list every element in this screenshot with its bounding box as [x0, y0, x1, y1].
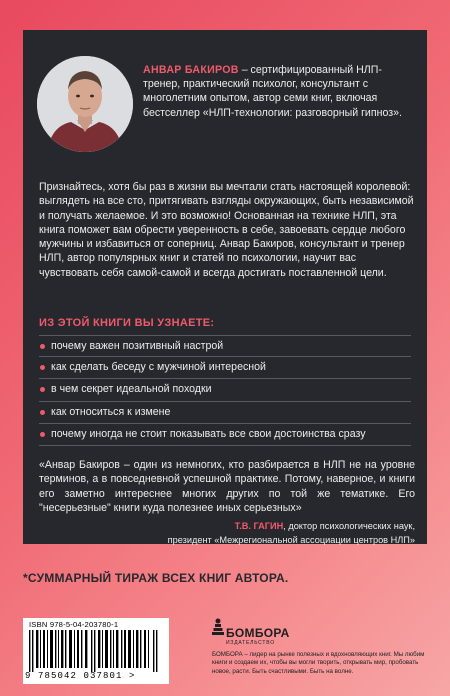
reviewer-name: Т.В. ГАГИН — [234, 521, 284, 531]
author-bio-text: – сертифицированный НЛП-тренер, практический психолог, консультант с многолетним опытом, автор семи книг, включая бестселлер «НЛП-технологии: разговорный гипноз». — [143, 64, 402, 119]
publisher-slogan: БОМБОРА – лидер на рынке полезных и вдохновляющих книг. Мы любим книги и создаем их, чтобы вы могли творить, открывать мир, пробовать новое, расти. Быть счастливыми. Быть на волне. — [212, 651, 425, 675]
barcode-digits: 9 785042 037801 > — [25, 671, 136, 681]
reviewer-affiliation: президент «Межрегиональной ассоциации центров НЛП» — [167, 534, 415, 545]
testimonial-quote: «Анвар Бакиров – один из немногих, кто разбирается в НЛП не на уровне терминов, а в повседневной успешной практике. Потому, наверное, и книги его заметно интереснее многих других по той же тематике. Его "несерьезные" книги куда полезнее иных серьезных» — [39, 459, 415, 514]
author-photo — [37, 56, 133, 152]
print-run-footnote: *СУММАРНЫЙ ТИРАЖ ВСЕХ КНИГ АВТОРА. — [23, 571, 289, 585]
bullet-dot-icon — [40, 365, 45, 370]
back-cover-panel — [23, 30, 427, 544]
bombora-logo-icon — [212, 618, 224, 636]
author-bio — [143, 63, 415, 120]
barcode — [23, 618, 169, 684]
list-item: как относиться к измене — [39, 402, 411, 424]
publisher-name: БОМБОРА — [226, 626, 290, 640]
bullet-dot-icon — [40, 387, 45, 392]
learn-heading: ИЗ ЭТОЙ КНИГИ ВЫ УЗНАЕТЕ: — [39, 317, 215, 329]
list-item: почему важен позитивный настрой — [39, 335, 411, 357]
barcode-bars-icon — [29, 630, 163, 672]
publisher-subtitle: ИЗДАТЕЛЬСТВО — [226, 640, 275, 646]
isbn-label: ISBN 978-5-04-203780-1 — [29, 620, 119, 629]
reviewer-title: , доктор психологических наук, — [283, 521, 415, 531]
learn-list — [39, 335, 411, 446]
list-item: как сделать беседу с мужчиной интересной — [39, 357, 411, 379]
book-description: Признайтесь, хотя бы раз в жизни вы мечтали стать настоящей королевой: выглядеть на все сто, притягивать взгляды окружающих, быть независимой и получать желаемое. И это возможно! Основанная на технике НЛП, эта книга поможет вам обрести уверенность в себе, завоевать сердце любого мужчины и избавиться от соперниц. Анвар Бакиров, консультант и тренер НЛП, автор популярных книг и статей по психологии, научит вас чувствовать себя самой-самой и всегда достигать поставленной цели. — [39, 181, 414, 279]
author-portrait-icon — [37, 56, 133, 152]
bullet-dot-icon — [40, 410, 45, 415]
list-item: почему иногда не стоит показывать все свои достоинства сразу — [39, 424, 411, 446]
bullet-dot-icon — [40, 432, 45, 437]
list-item: в чем секрет идеальной походки — [39, 379, 411, 401]
bullet-dot-icon — [40, 344, 45, 349]
testimonial-signature — [55, 520, 415, 547]
author-name: АНВАР БАКИРОВ — [143, 64, 239, 76]
